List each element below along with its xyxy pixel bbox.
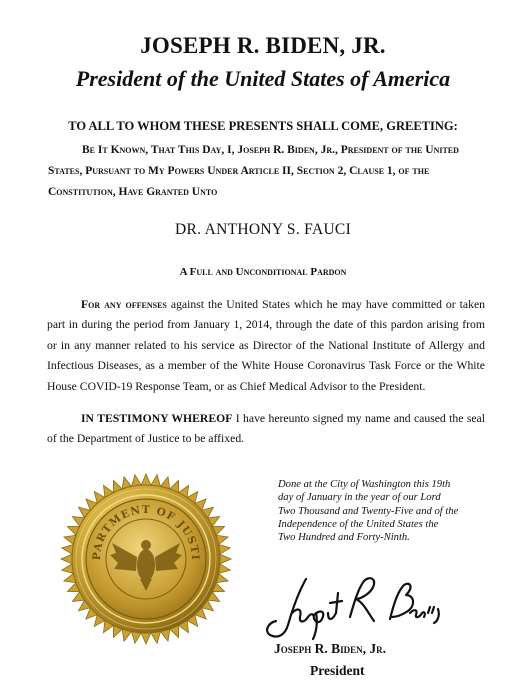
signer-name: Joseph R. Biden, Jr. — [274, 641, 387, 656]
offenses-lead: For any offenses — [81, 298, 167, 311]
seal-graphic — [60, 473, 232, 645]
offenses-text: against the United States which he may have committed or taken part in during the period from January 1, 2014, through the date of this pardon arising from or in any manner related to his service as Director of the National Institute of Allergy and Infectious Diseases, as a member of the White House Coronavirus Task Force or the White House COVID-19 Response Team, or as Chief Medical Advisor to the President. — [47, 298, 485, 393]
testimony-lead: IN TESTIMONY WHEREOF — [81, 412, 233, 425]
dated-line-2: day of January in the year of our Lord — [278, 492, 441, 504]
office-title-heading: President of the United States of America — [75, 66, 451, 91]
testimony-paragraph — [47, 409, 485, 450]
pardon-type-heading: A Full and Unconditional Pardon — [179, 266, 347, 278]
department-of-justice-seal — [60, 473, 232, 645]
dated-line-4: Independence of the United States the — [278, 518, 439, 530]
offenses-paragraph — [47, 295, 485, 397]
dated-line-1: Done at the City of Washington this 19th — [278, 479, 451, 490]
dated-line-3: Two Thousand and Twenty-Five and of the — [278, 505, 459, 517]
dated-statement — [278, 478, 483, 544]
seal-inscription: PARTMENT OF JUSTI — [90, 503, 202, 562]
proclamation-line-2: States, Pursuant to My Powers Under Article II, Section 2, Clause 1, of the — [48, 165, 430, 177]
signer-title: President — [310, 663, 365, 678]
proclamation-line-3: Constitution, Have Granted Unto — [48, 186, 218, 198]
pardonee-name: DR. ANTHONY S. FAUCI — [174, 221, 352, 238]
greeting-line: TO ALL TO WHOM THESE PRESENTS SHALL COME, GREETING: — [68, 119, 458, 133]
testimony-text: I have hereunto signed my name and caused the seal of the Department of Justice to be affixed. — [47, 412, 485, 446]
proclamation-block — [48, 140, 484, 203]
proclamation-line-1: Be It Known, That This Day, I, Joseph R. Biden, Jr., President of the United — [82, 144, 459, 156]
handwritten-signature — [258, 573, 448, 643]
president-name-heading: JOSEPH R. BIDEN, JR. — [140, 33, 386, 58]
dated-line-5: Two Hundred and Forty-Ninth. — [278, 532, 410, 544]
